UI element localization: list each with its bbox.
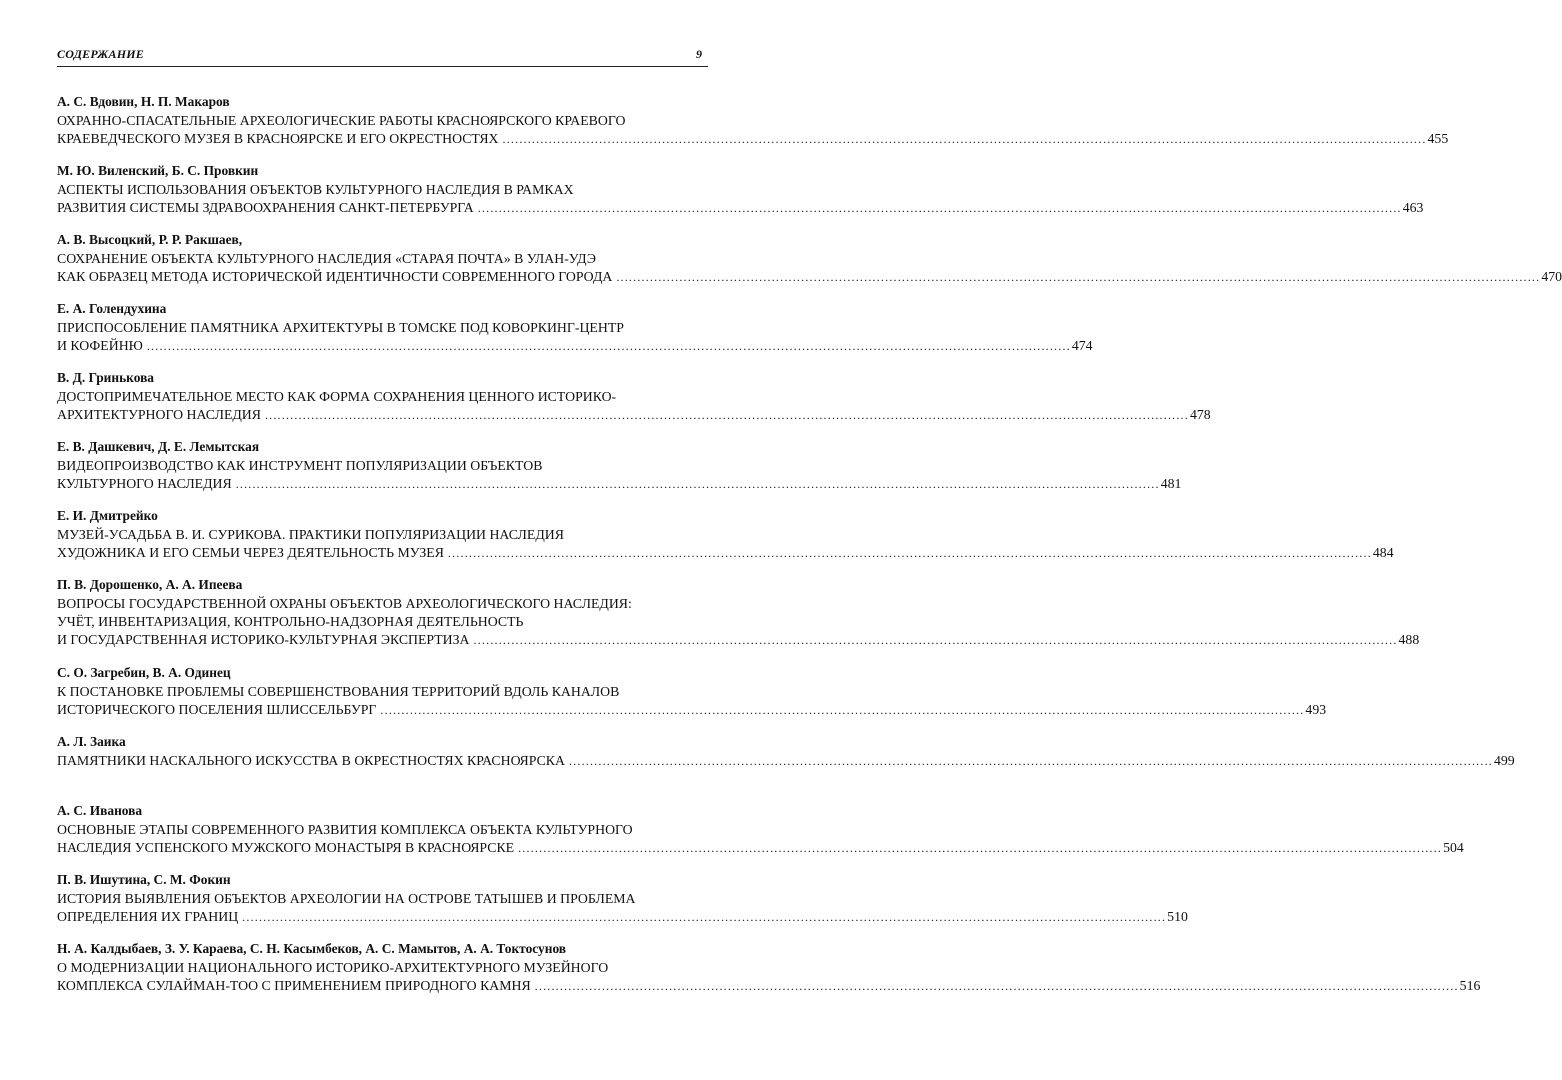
toc-entry-last-line <box>57 701 1327 719</box>
toc-entry-page-number[interactable]: 499 <box>1493 753 1515 768</box>
toc-entry-last-line <box>57 130 1449 148</box>
toc-entry-page-number[interactable]: 493 <box>1305 702 1327 717</box>
section-title: СОДЕРЖАНИЕ <box>57 47 144 61</box>
dot-leader: ............................................................................................................................................................................................................................ <box>380 703 1305 717</box>
toc-entry-title-line: ВИДЕОПРОИЗВОДСТВО КАК ИНСТРУМЕНТ ПОПУЛЯРИЗАЦИИ ОБЪЕКТОВ <box>57 458 543 473</box>
toc-entry-title-line: ХУДОЖНИКА И ЕГО СЕМЬИ ЧЕРЕЗ ДЕЯТЕЛЬНОСТЬ МУЗЕЯ <box>57 545 444 560</box>
toc-entry-page-number[interactable]: 516 <box>1459 978 1481 993</box>
toc-entry-authors: А. С. Иванова <box>57 803 143 818</box>
toc-entry-title-line: АСПЕКТЫ ИСПОЛЬЗОВАНИЯ ОБЪЕКТОВ КУЛЬТУРНОГО НАСЛЕДИЯ В РАМКАХ <box>57 182 574 197</box>
dot-leader: ............................................................................................................................................................................................................................ <box>568 754 1493 768</box>
toc-entry[interactable] <box>57 871 1188 940</box>
toc-entry-last-line <box>57 337 1093 355</box>
toc-entry-title-line: СОХРАНЕНИЕ ОБЪЕКТА КУЛЬТУРНОГО НАСЛЕДИЯ «СТАРАЯ ПОЧТА» В УЛАН-УДЭ <box>57 251 597 266</box>
toc-entry[interactable] <box>57 507 1394 576</box>
toc-entry-title-line: МУЗЕЙ-УСАДЬБА В. И. СУРИКОВА. ПРАКТИКИ ПОПУЛЯРИЗАЦИИ НАСЛЕДИЯ <box>57 527 564 542</box>
dot-leader: ............................................................................................................................................................................................................................ <box>235 477 1160 491</box>
toc-entry-authors: Е. И. Дмитрейко <box>57 508 158 523</box>
toc-entry[interactable] <box>57 733 1515 802</box>
toc-entry-last-line <box>57 839 1464 857</box>
toc-entry-authors: С. О. Загребин, В. А. Одинец <box>57 665 231 680</box>
toc-entry-last-line <box>57 752 1515 770</box>
dot-leader: ............................................................................................................................................................................................................................ <box>264 408 1189 422</box>
toc-entry-authors: М. Ю. Виленский, Б. С. Провкин <box>57 163 259 178</box>
toc-entry-page-number[interactable]: 478 <box>1189 407 1211 422</box>
toc-entry-title-line: КРАЕВЕДЧЕСКОГО МУЗЕЯ В КРАСНОЯРСКЕ И ЕГО ОКРЕСТНОСТЯХ <box>57 131 499 146</box>
toc-entry-title-line: ПРИСПОСОБЛЕНИЕ ПАМЯТНИКА АРХИТЕКТУРЫ В ТОМСКЕ ПОД КОВОРКИНГ-ЦЕНТР <box>57 320 624 335</box>
toc-entry-title-line: КОМПЛЕКСА СУЛАЙМАН-ТОО С ПРИМЕНЕНИЕМ ПРИРОДНОГО КАМНЯ <box>57 978 531 993</box>
dot-leader: ............................................................................................................................................................................................................................ <box>534 979 1459 993</box>
toc-entry-title-line: ДОСТОПРИМЕЧАТЕЛЬНОЕ МЕСТО КАК ФОРМА СОХРАНЕНИЯ ЦЕННОГО ИСТОРИКО- <box>57 389 617 404</box>
toc-entry-page-number[interactable]: 510 <box>1167 909 1188 924</box>
dot-leader: ............................................................................................................................................................................................................................ <box>146 339 1071 353</box>
toc-entry-authors: А. Л. Заика <box>57 734 126 749</box>
toc-entry-title-line: И КОФЕЙНЮ <box>57 338 143 353</box>
toc-entry-authors: В. Д. Гринькова <box>57 370 154 385</box>
toc-entry[interactable] <box>57 369 1211 438</box>
toc-entry[interactable] <box>57 802 1464 871</box>
toc-entry-authors: Е. А. Голендухина <box>57 301 167 316</box>
toc-entry-page-number[interactable]: 481 <box>1160 476 1182 491</box>
toc-entry-title-line: АРХИТЕКТУРНОГО НАСЛЕДИЯ <box>57 407 261 422</box>
toc-entry-authors: А. В. Высоцкий, Р. Р. Ракшаев, <box>57 232 243 247</box>
toc-entry-page-number[interactable]: 455 <box>1427 131 1449 146</box>
toc-entry-title-line: ИСТОРИЯ ВЫЯВЛЕНИЯ ОБЪЕКТОВ АРХЕОЛОГИИ НА ОСТРОВЕ ТАТЫШЕВ И ПРОБЛЕМА <box>57 891 636 906</box>
toc-entry-page-number[interactable]: 488 <box>1398 632 1420 647</box>
toc-entry-last-line <box>57 475 1182 493</box>
dot-leader: ............................................................................................................................................................................................................................ <box>473 633 1398 647</box>
toc-entry-page-number[interactable]: 474 <box>1071 338 1093 353</box>
toc-entry-authors: П. В. Дорошенко, А. А. Ипеева <box>57 577 243 592</box>
toc-entry-title-line: И ГОСУДАРСТВЕННАЯ ИСТОРИКО-КУЛЬТУРНАЯ ЭКСПЕРТИЗА <box>57 632 470 647</box>
toc-entry[interactable] <box>57 940 1481 1009</box>
toc-entry[interactable] <box>57 438 1182 507</box>
toc-entry-authors: А. С. Вдовин, Н. П. Макаров <box>57 94 230 109</box>
toc-entry-page-number[interactable]: 470 <box>1541 269 1562 284</box>
toc-entry-title-line: ИСТОРИЧЕСКОГО ПОСЕЛЕНИЯ ШЛИССЕЛЬБУРГ <box>57 702 377 717</box>
dot-leader: ............................................................................................................................................................................................................................ <box>502 132 1427 146</box>
toc-entry-title-line: ПАМЯТНИКИ НАСКАЛЬНОГО ИСКУССТВА В ОКРЕСТНОСТЯХ КРАСНОЯРСКА <box>57 753 565 768</box>
toc-entry-page-number[interactable]: 463 <box>1402 200 1424 215</box>
dot-leader: ............................................................................................................................................................................................................................ <box>242 910 1167 924</box>
toc-entry-title-line: ОСНОВНЫЕ ЭТАПЫ СОВРЕМЕННОГО РАЗВИТИЯ КОМПЛЕКСА ОБЪЕКТА КУЛЬТУРНОГО <box>57 822 633 837</box>
toc-entry[interactable] <box>57 231 1562 300</box>
toc-entry-title-line: О МОДЕРНИЗАЦИИ НАЦИОНАЛЬНОГО ИСТОРИКО-АРХИТЕКТУРНОГО МУЗЕЙНОГО <box>57 960 609 975</box>
toc-entry-last-line <box>57 631 1420 649</box>
toc-entry-authors: П. В. Ишутина, С. М. Фокин <box>57 872 231 887</box>
toc-entry[interactable] <box>57 664 1327 733</box>
dot-leader: ............................................................................................................................................................................................................................ <box>518 841 1443 855</box>
toc-entry-last-line <box>57 544 1394 562</box>
dot-leader: ............................................................................................................................................................................................................................ <box>616 270 1541 284</box>
toc-entry[interactable] <box>57 576 1420 664</box>
toc-entry-page-number[interactable]: 504 <box>1443 840 1464 855</box>
toc-entry-title-line: ОХРАННО-СПАСАТЕЛЬНЫЕ АРХЕОЛОГИЧЕСКИЕ РАБОТЫ КРАСНОЯРСКОГО КРАЕВОГО <box>57 113 626 128</box>
toc-entry-title-line: НАСЛЕДИЯ УСПЕНСКОГО МУЖСКОГО МОНАСТЫРЯ В КРАСНОЯРСКЕ <box>57 840 515 855</box>
dot-leader: ............................................................................................................................................................................................................................ <box>447 546 1372 560</box>
page-number: 9 <box>696 47 702 61</box>
toc-entry-last-line <box>57 199 1424 217</box>
toc-entry-page-number[interactable]: 484 <box>1372 545 1394 560</box>
toc-entry-authors: Е. В. Дашкевич, Д. Е. Лемытская <box>57 439 260 454</box>
toc-entry-title-line: РАЗВИТИЯ СИСТЕМЫ ЗДРАВООХРАНЕНИЯ САНКТ-ПЕТЕРБУРГА <box>57 200 474 215</box>
toc-entry-title-line: УЧЁТ, ИНВЕНТАРИЗАЦИЯ, КОНТРОЛЬНО-НАДЗОРНАЯ ДЕЯТЕЛЬНОСТЬ <box>57 614 524 629</box>
toc-entry-last-line <box>57 977 1481 995</box>
toc-entry-title-line: ВОПРОСЫ ГОСУДАРСТВЕННОЙ ОХРАНЫ ОБЪЕКТОВ АРХЕОЛОГИЧЕСКОГО НАСЛЕДИЯ: <box>57 596 632 611</box>
toc-entry-title-line: К ПОСТАНОВКЕ ПРОБЛЕМЫ СОВЕРШЕНСТВОВАНИЯ ТЕРРИТОРИЙ ВДОЛЬ КАНАЛОВ <box>57 684 620 699</box>
toc-entry[interactable] <box>57 300 1093 369</box>
toc-list <box>57 93 1562 1009</box>
toc-entry-title-line: КУЛЬТУРНОГО НАСЛЕДИЯ <box>57 476 232 491</box>
dot-leader: ............................................................................................................................................................................................................................ <box>477 201 1402 215</box>
toc-entry-last-line <box>57 406 1211 424</box>
toc-entry-last-line <box>57 908 1188 926</box>
toc-entry-authors: Н. А. Калдыбаев, З. У. Караева, С. Н. Касымбеков, А. С. Мамытов, А. А. Токтосунов <box>57 941 567 956</box>
toc-entry-title-line: ОПРЕДЕЛЕНИЯ ИХ ГРАНИЦ <box>57 909 239 924</box>
running-header <box>57 44 708 67</box>
toc-entry-title-line: КАК ОБРАЗЕЦ МЕТОДА ИСТОРИЧЕСКОЙ ИДЕНТИЧНОСТИ СОВРЕМЕННОГО ГОРОДА <box>57 269 613 284</box>
toc-entry[interactable] <box>57 93 1449 162</box>
toc-entry-last-line <box>57 268 1562 286</box>
toc-entry[interactable] <box>57 162 1424 231</box>
